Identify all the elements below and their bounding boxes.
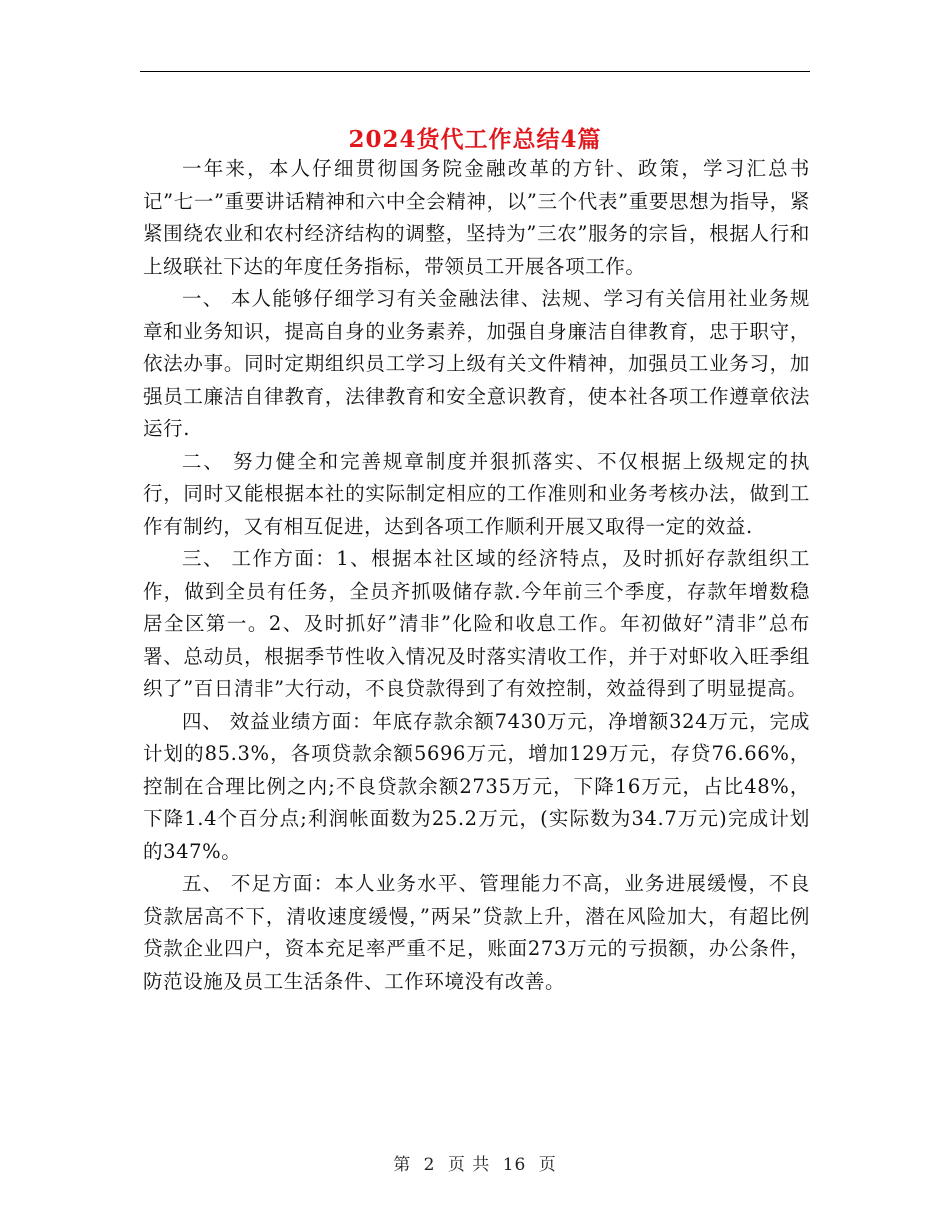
current-page-number: 2 xyxy=(423,1155,436,1175)
footer-prefix: 第 xyxy=(393,1155,412,1175)
paragraph-section-4: 四、 效益业绩方面：年底存款余额7430万元，净增额324万元，完成计划的85.3%，各项贷款余额5696万元，增加129万元，存贷76.66%，控制在合理比例之内;不良贷款余额2735万元，下降16万元，占比48%，下降1.4个百分点;利润帐面数为25.2万元，(实际数为34.7万元)完成计划的347%。 xyxy=(143,709,810,863)
page-footer xyxy=(0,1153,950,1177)
header-rule xyxy=(140,71,810,72)
paragraph-section-5: 五、 不足方面：本人业务水平、管理能力不高，业务进展缓慢，不良贷款居高不下，清收速度缓慢，”两呆”贷款上升，潜在风险加大，有超比例贷款企业四户，资本充足率严重不足，账面273万元的亏损额，办公条件，防范设施及员工生活条件、工作环境没有改善。 xyxy=(143,872,810,993)
total-pages-number: 16 xyxy=(502,1155,527,1175)
paragraph-section-3: 三、 工作方面：1、根据本社区域的经济特点，及时抓好存款组织工作，做到全员有任务，全员齐抓吸储存款.今年前三个季度，存款年增数稳居全区第一。2、及时抓好”清非”化险和收息工作。年初做好”清非”总布署、总动员，根据季节性收入情况及时落实清收工作，并于对虾收入旺季组织了”百日清非”大行动，不良贷款得到了有效控制，效益得到了明显提高。 xyxy=(143,547,810,700)
footer-suffix: 页 xyxy=(538,1155,557,1175)
paragraph-intro: 一年来，本人仔细贯彻国务院金融改革的方针、政策，学习汇总书记”七一”重要讲话精神和六中全会精神，以”三个代表”重要思想为指导，紧紧围绕农业和农村经济结构的调整，坚持为”三农”服务的宗旨，根据人行和上级联社下达的年度任务指标，带领员工开展各项工作。 xyxy=(143,157,810,278)
document-title: 2024货代工作总结4篇 xyxy=(348,126,602,154)
footer-middle: 页 共 xyxy=(447,1155,491,1175)
document-body xyxy=(143,153,810,998)
paragraph-section-2: 二、 努力健全和完善规章制度并狠抓落实、不仅根据上级规定的执行，同时又能根据本社的实际制定相应的工作准则和业务考核办法，做到工作有制约，又有相互促进，达到各项工作顺利开展又取得一定的效益. xyxy=(143,449,810,538)
paragraph-section-1: 一、 本人能够仔细学习有关金融法律、法规、学习有关信用社业务规章和业务知识，提高自身的业务素养，加强自身廉洁自律教育，忠于职守，依法办事。同时定期组织员工学习上级有关文件精神，加强员工业务习，加强员工廉洁自律教育，法律教育和安全意识教育，使本社各项工作遵章依法运行. xyxy=(143,287,810,440)
